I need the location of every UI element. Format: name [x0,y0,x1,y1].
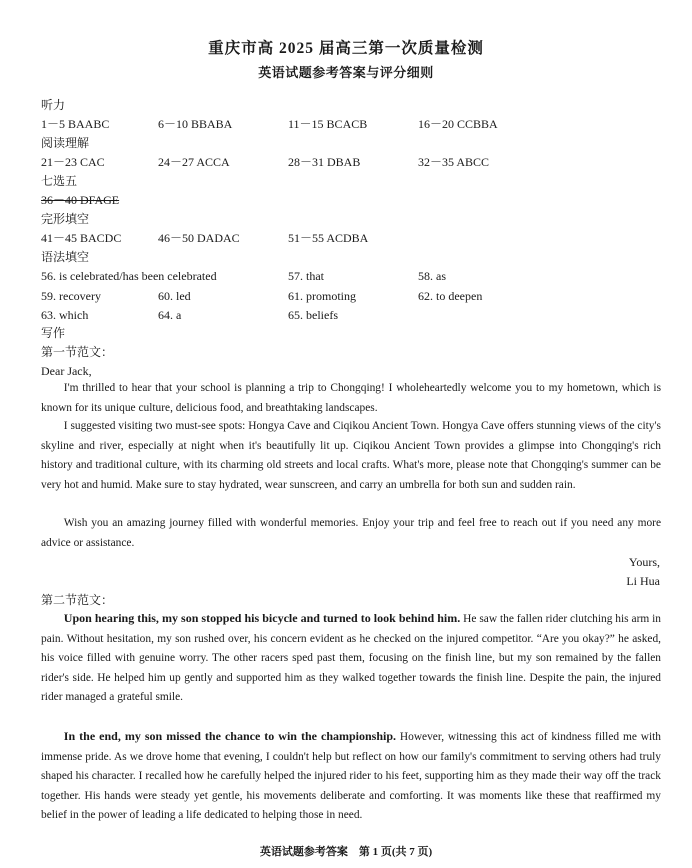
writing-part2-label: 第二节范文： [41,593,114,607]
grammar-answer: 58. as [418,269,446,283]
answer-group: 28－31 DBAB [288,155,361,169]
section-label-listening: 听力 [41,98,66,112]
letter-paragraph: I suggested visiting two must-see spots: Hongya Cave and Ciqikou Ancient Town. Hongya Cave offers stunning views of the city's skyline and river, especially at night when it's beautifully lit up. Ciqikou Ancient Town provides a glimpse into Chongqing's rich history and traditional culture, with its charming old streets and local crafts. What's more, please note that Chongqing's summer can be very hot and humid. Make sure to stay hydrated, wear sunscreen, and carry an umbrella for both sun and sudden rain. [41,420,661,491]
answer-group: 16－20 CCBBA [418,117,498,131]
writing-part1-label: 第一节范文： [41,345,114,359]
essay-body: However, witnessing this act of kindness filled me with immense pride. As we drove home that evening, I couldn't help but reflect on how our family's commitment to serving others had truly shaped his character. I recalled how he carefully helped the injured rider to his feet, supporting him as they made their way off the track together. His hands were steady yet gentle, his movements deliberate and comforting. It was moments like these that reaffirmed my belief in the power of leading a life dedicated to helping those in need. [41,731,661,821]
grammar-answer: 64. a [158,308,182,322]
document-subtitle: 英语试题参考答案与评分细则 [258,65,434,80]
grammar-answer: 59. recovery [41,289,101,303]
answer-group: 11－15 BCACB [288,117,368,131]
answer-group: 41－45 BACDC [41,231,122,245]
answer-group: 21－23 CAC [41,155,105,169]
essay-lead-sentence: In the end, my son missed the chance to win the championship. [63,729,397,743]
essay-body: He saw the fallen rider clutching his arm in pain. Without hesitation, my son rushed over, his concern evident as he checked on the injured competitor. “Are you okay?” he asked, his voice filled with genuine worry. The other racers sped past them, focusing on the finish line, but my son remained by the fallen rider's side. He helped him up gently and supported him as they walked together towards the finish line. Despite the pain, the injured rider managed a grateful smile. [41,613,661,703]
page-footer: 英语试题参考答案 第 1 页(共 7 页) [259,846,433,858]
grammar-answer: 65. beliefs [288,308,338,322]
answer-group: 32－35 ABCC [418,155,490,169]
letter-greeting: Dear Jack, [41,364,92,378]
grammar-answer: 56. is celebrated/has been celebrated [41,269,217,283]
section-label-writing: 写作 [41,326,66,340]
letter-paragraph: Wish you an amazing journey filled with wonderful memories. Enjoy your trip and feel free to reach out if you need any more advice or assistance. [41,517,661,549]
answer-group: 24－27 ACCA [158,155,230,169]
section-label-seven-five: 七选五 [41,174,78,188]
grammar-answer: 62. to deepen [418,289,483,303]
letter-closing: Yours, [628,555,660,569]
letter-signature: Li Hua [626,574,660,588]
grammar-answer: 57. that [288,269,324,283]
letter-paragraph: I'm thrilled to hear that your school is planning a trip to Chongqing! I wholeheartedly welcome you to my hometown, which is known for its unique culture, delicious food, and breathtaking landscapes. [41,382,661,414]
document-title: 重庆市高 2025 届高三第一次质量检测 [208,40,484,57]
grammar-answer: 60. led [158,289,191,303]
grammar-answer: 63. which [41,308,89,322]
essay-paragraph [41,727,661,826]
essay-paragraph [41,609,661,708]
answer-group: 36－40 DFAGE [41,193,120,207]
section-label-reading: 阅读理解 [41,136,90,150]
essay-lead-sentence: Upon hearing this, my son stopped his bicycle and turned to look behind him. [63,611,461,625]
section-label-grammar: 语法填空 [41,250,90,264]
answer-group: 46－50 DADAC [158,231,240,245]
grammar-answer: 61. promoting [288,289,356,303]
answer-group: 6－10 BBABA [158,117,233,131]
answer-group: 1－5 BAABC [41,117,110,131]
section-label-cloze: 完形填空 [41,212,90,226]
answer-group: 51－55 ACDBA [288,231,369,245]
